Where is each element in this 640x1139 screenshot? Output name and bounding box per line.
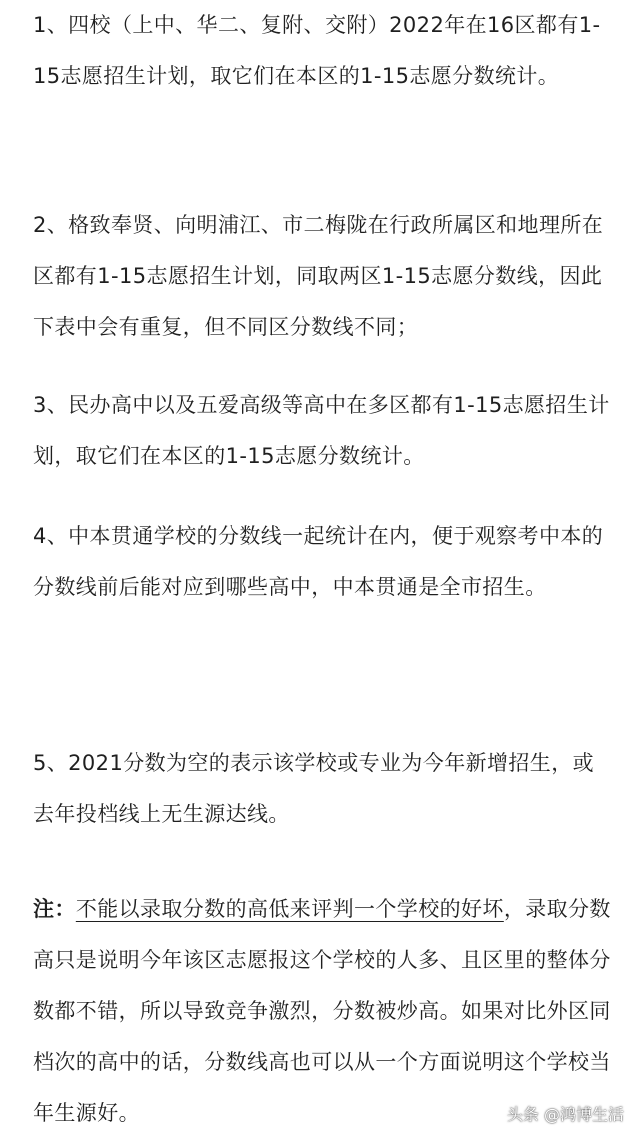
- note-body-text: ，录取分数高只是说明今年该区志愿报这个学校的人多、且区里的整体分数都不错，所以导致竞争激烈，分数被炒高。如果对比外区同档次的高中的话，分数线高也可以从一个方面说明这个学校当年生源好。: [33, 897, 611, 1125]
- paragraph-4: 4、中本贯通学校的分数线一起统计在内，便于观察考中本的分数线前后能对应到哪些高中，中本贯通是全市招生。: [33, 524, 604, 599]
- note-paragraph: [33, 884, 613, 1139]
- paragraph-5: 5、2021分数为空的表示该学校或专业为今年新增招生，或去年投档线上无生源达线。: [33, 751, 595, 826]
- paragraph-3: 3、民办高中以及五爱高级等高中在多区都有1-15志愿招生计划，取它们在本区的1-15志愿分数统计。: [33, 393, 610, 468]
- paragraph-2: 2、格致奉贤、向明浦江、市二梅陇在行政所属区和地理所在区都有1-15志愿招生计划，同取两区1-15志愿分数线，因此下表中会有重复，但不同区分数线不同；: [33, 213, 604, 339]
- note-label: 注：: [33, 897, 76, 921]
- note-underlined-text: 不能以录取分数的高低来评判一个学校的好坏: [75, 897, 504, 921]
- paragraph-1: 1、四校（上中、华二、复附、交附）2022年在16区都有1-15志愿招生计划，取它们在本区的1-15志愿分数统计。: [33, 13, 601, 88]
- watermark: 头条 @鸿博生活: [506, 1105, 624, 1124]
